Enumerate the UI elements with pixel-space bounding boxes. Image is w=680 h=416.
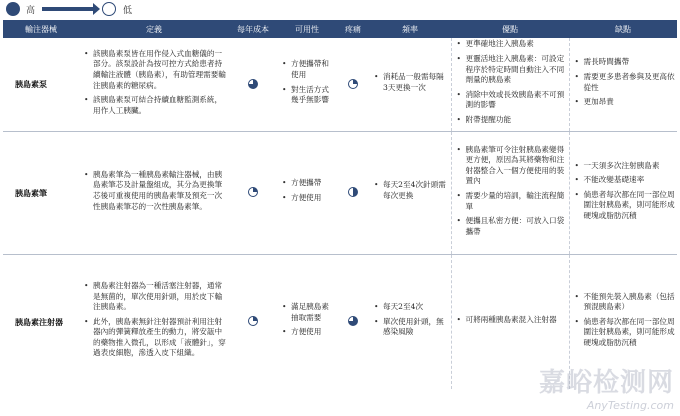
availability-item: • 滿足胰島素抽取需要 [291, 302, 335, 323]
legend-high-circle [6, 2, 20, 16]
frequency-item: • 每天2至4次 [383, 302, 449, 313]
pros-item: • 附帶提醒功能 [466, 115, 567, 126]
definition-item: • 胰島素注射器為一種活塞注射器，通常是無菌的，單次使用針頭，用於皮下輸注胰島素。 [93, 281, 227, 313]
header-pros: 優點 [451, 20, 569, 38]
pain-level-icon [348, 79, 358, 89]
cons-item: • 不能預先裝入胰島素（包括預混胰島素） [584, 292, 676, 313]
header-frequency: 頻率 [369, 20, 451, 38]
pros-item: • 可將兩種胰島素混入注射器 [466, 315, 567, 326]
pros-item: • 需要少量的培訓，輸注流程簡單 [466, 191, 567, 212]
frequency-item: • 單次使用針頭，無感染風險 [383, 317, 449, 338]
cons-item: • 倘患者每次都在同一部位周圍注射胰島素，則可能形成硬塊或脂肪沉積 [584, 317, 676, 349]
pain-level-icon [348, 316, 358, 326]
availability-cell [277, 132, 337, 255]
header-row [3, 20, 677, 38]
cons-item: • 需要更多患者參與及更高依從性 [584, 72, 676, 93]
frequency-item: • 每天2至4次針頭需每次更換 [383, 180, 449, 201]
cost-level-icon [248, 79, 258, 89]
pros-item: • 更靈活地注入胰島素：可設定程序於特定時間自動注入不同劑量的胰島素 [466, 54, 567, 86]
header-availability: 可用性 [277, 20, 337, 38]
cons-item: • 更加昂貴 [584, 97, 676, 108]
cost-level-icon [248, 316, 258, 326]
pros-cell [451, 38, 569, 132]
pros-cell [451, 132, 569, 255]
frequency-cell [369, 255, 451, 390]
availability-cell [277, 38, 337, 132]
pros-cell [451, 255, 569, 390]
pain-level-icon [348, 187, 358, 197]
watermark-title: 嘉峪检测网 [538, 368, 674, 398]
definition-item: • 該胰島素泵皆在用作侵入式血糖儀的一部分。該泵設計為按可控方式給患者持續輸注液體（胰島素），有助管理需要輸注胰島素的糖尿病。 [93, 49, 227, 91]
pros-item: • 便攜且私密方便：可放入口袋攜帶 [466, 216, 567, 237]
watermark-url: AnyTesting.com [586, 399, 674, 412]
legend-low-circle [102, 2, 116, 16]
legend-high-label: 高 [26, 6, 36, 16]
legend [4, 2, 204, 18]
definition-cell [79, 255, 229, 390]
definition-cell [79, 132, 229, 255]
frequency-item: • 消耗品一般需每隔3天更換一次 [383, 72, 449, 93]
definition-item: • 該胰島素泵可結合持續血糖監測系統，用作人工胰臟。 [93, 95, 227, 116]
frequency-cell [369, 38, 451, 132]
table-row [3, 38, 677, 132]
availability-item: • 方便使用 [291, 327, 335, 338]
pain-cell [337, 132, 369, 255]
availability-cell [277, 255, 337, 390]
pain-cell [337, 38, 369, 132]
cost-cell [229, 132, 277, 255]
availability-item: • 對生活方式幾乎無影響 [291, 85, 335, 106]
availability-item: • 方便使用 [291, 193, 335, 204]
cons-cell [569, 255, 677, 390]
header-cons: 缺點 [569, 20, 677, 38]
device-name: 胰島素泵 [3, 38, 79, 132]
header-pain: 疼痛 [337, 20, 369, 38]
table-row [3, 255, 677, 390]
cost-cell [229, 255, 277, 390]
table-row [3, 132, 677, 255]
pros-item: • 消除中效或長效胰島素不可預測的影響 [466, 90, 567, 111]
cons-item: • 倘患者每次都在同一部位周圍注射胰島素，則可能形成硬塊或脂肪沉積 [584, 190, 676, 222]
device-name: 胰島素筆 [3, 132, 79, 255]
comparison-table [3, 20, 677, 389]
pros-item: • 更準確地注入胰島素 [466, 39, 567, 50]
availability-item: • 方便攜帶和使用 [291, 59, 335, 80]
availability-item: • 方便攜帶 [291, 178, 335, 189]
cost-level-icon [248, 187, 258, 197]
pros-item: • 胰島素筆可令注射胰島素變得更方便，原因為其將藥物和注射器整合入一個方便使用的裝置內 [466, 145, 567, 187]
pain-cell [337, 255, 369, 390]
definition-item: • 胰島素筆為一種胰島素輸注器械，由胰島素筆芯及計量盤組成，其分為更換筆芯後可重複使用的胰島素筆及預充一次性胰島素筆芯的一次性胰島素筆。 [93, 170, 227, 212]
header-definition: 定義 [79, 20, 229, 38]
cons-item: • 不能改變基礎速率 [584, 175, 676, 186]
cons-item: • 一天須多次注射胰島素 [584, 161, 676, 172]
header-cost: 每年成本 [229, 20, 277, 38]
frequency-cell [369, 132, 451, 255]
legend-arrow-icon [42, 7, 94, 11]
definition-item: • 此外，胰島素無針注射器預計利用注射器內的彈簧釋放產生的動力，將安瓿中的藥物推入微孔，以形成「液體針」，穿過表皮細胞，滲透入皮下組織。 [93, 317, 227, 359]
cons-cell [569, 132, 677, 255]
cost-cell [229, 38, 277, 132]
cons-item: • 需長時間攜帶 [584, 57, 676, 68]
definition-cell [79, 38, 229, 132]
device-name: 胰島素注射器 [15, 316, 63, 327]
header-device: 輸注器械 [3, 20, 79, 38]
cons-cell [569, 38, 677, 132]
legend-low-label: 低 [123, 6, 133, 16]
